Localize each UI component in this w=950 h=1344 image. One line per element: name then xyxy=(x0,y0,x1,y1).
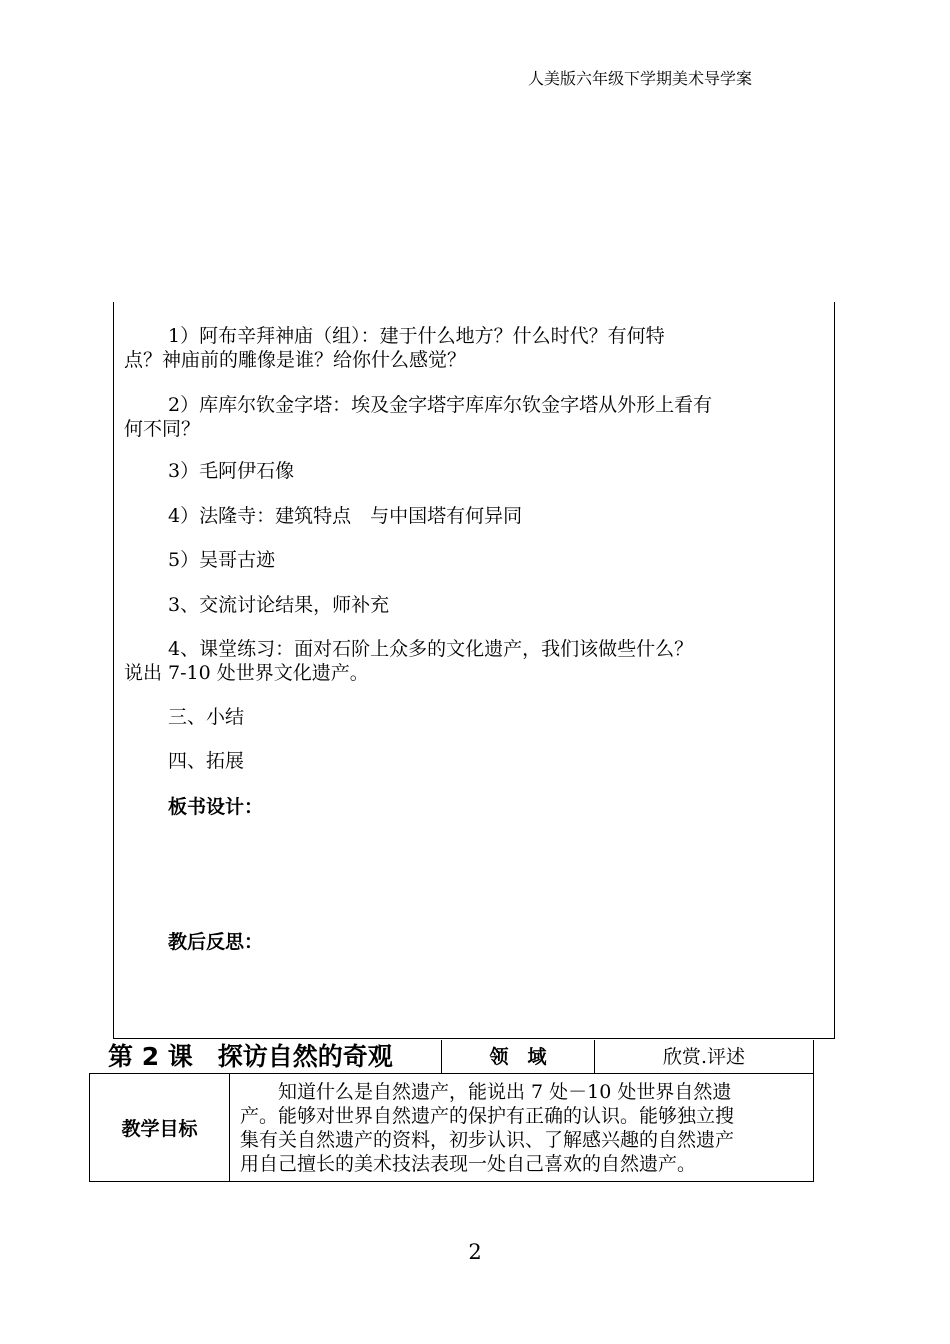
paragraph-practice xyxy=(124,637,804,685)
domain-label: 领 域 xyxy=(441,1040,595,1074)
paragraph-moai xyxy=(124,459,804,483)
paragraph-line: 三、小结 xyxy=(168,706,245,728)
paragraph-discussion xyxy=(124,593,804,617)
board-design-heading xyxy=(124,795,804,819)
paragraph-line: 说出 7-10 处世界文化遗产。 xyxy=(124,662,369,684)
lesson-header-row xyxy=(104,1040,814,1074)
goal-line: 知道什么是自然遗产，能说出 7 处－10 处世界自然遗 xyxy=(240,1081,732,1103)
paragraph-summary xyxy=(124,705,804,729)
teaching-goal-label: 教学目标 xyxy=(90,1074,230,1181)
goal-line: 集有关自然遗产的资料，初步认识、了解感兴趣的自然遗产 xyxy=(240,1129,735,1151)
paragraph-line: 四、拓展 xyxy=(168,750,245,772)
paragraph-kukulcan xyxy=(124,393,804,441)
page-number: 2 xyxy=(468,1240,482,1264)
page-header: 人美版六年级下学期美术导学案 xyxy=(528,69,753,88)
teaching-goal-content xyxy=(240,1080,810,1176)
domain-value: 欣赏.评述 xyxy=(595,1040,814,1074)
paragraph-line: 3、交流讨论结果，师补充 xyxy=(168,594,390,616)
reflection-heading xyxy=(124,930,804,954)
paragraph-line: 2）库库尔钦金字塔：埃及金字塔宇库库尔钦金字塔从外形上看有 xyxy=(168,394,713,416)
paragraph-extension xyxy=(124,749,804,773)
paragraph-line: 何不同？ xyxy=(124,418,201,440)
teaching-goal-table xyxy=(89,1073,814,1182)
goal-line: 产。能够对世界自然遗产的保护有正确的认识。能够独立搜 xyxy=(240,1105,735,1127)
paragraph-line: 4）法隆寺：建筑特点 与中国塔有何异同 xyxy=(168,505,523,527)
paragraph-angkor xyxy=(124,548,804,572)
lesson-title: 第 2 课 探访自然的奇观 xyxy=(108,1042,393,1071)
paragraph-line: 点？神庙前的雕像是谁？给你什么感觉？ xyxy=(124,349,467,371)
paragraph-line: 3）毛阿伊石像 xyxy=(168,460,295,482)
paragraph-line: 1）阿布辛拜神庙（组）：建于什么地方？什么时代？有何特 xyxy=(168,325,665,347)
goal-line: 用自己擅长的美术技法表现一处自己喜欢的自然遗产。 xyxy=(240,1153,697,1175)
paragraph-line: 4、课堂练习：面对石阶上众多的文化遗产，我们该做些什么？ xyxy=(168,638,694,660)
board-design-label: 板书设计： xyxy=(168,796,264,818)
paragraph-horyuji xyxy=(124,504,804,528)
paragraph-abu-simbel xyxy=(124,324,804,372)
paragraph-line: 5）吴哥古迹 xyxy=(168,549,276,571)
reflection-label: 教后反思： xyxy=(168,931,264,953)
